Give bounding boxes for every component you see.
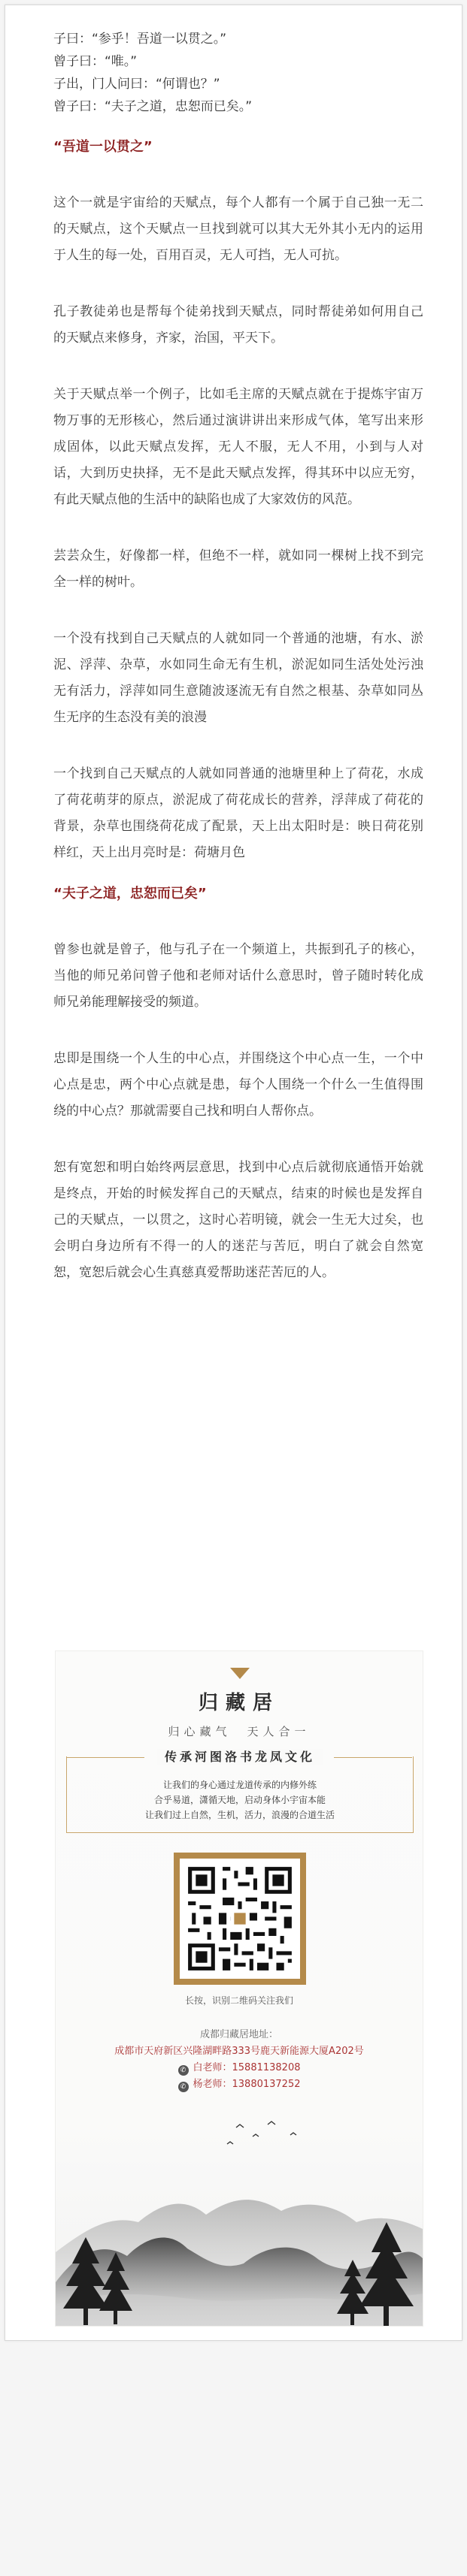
qr-code[interactable] bbox=[174, 1853, 306, 1985]
address-text: 成都市天府新区兴隆湖畔路333号鹿天新能源大厦A202号 bbox=[114, 2046, 364, 2057]
promo-poster bbox=[55, 1650, 423, 2327]
paragraph: 恕有宽恕和明白始终两层意思，找到中心点后就彻底通悟开始就是终点，开始的时候发挥自己的天赋点，结束的时候也是发挥自己的天赋点，一以贯之，这时心若明镜，就会一生无大过矣，也会明白身边所有不得一的人的迷茫与苦厄，明白了就会自然宽恕，宽恕后就会心生真慈真爱帮助迷茫苦厄的人。 bbox=[53, 1160, 423, 1280]
dialog-line: 曾子曰：“唯。” bbox=[53, 54, 138, 69]
intro-line: 让我们的身心通过龙道传承的内修外练 bbox=[162, 1780, 317, 1790]
paragraph: 孔子教徒弟也是帮每个徒弟找到天赋点，同时帮徒弟如何用自己的天赋点来修身，齐家，治国，平天下。 bbox=[53, 304, 423, 346]
intro-text bbox=[66, 1777, 414, 1823]
paragraph: 一个没有找到自己天赋点的人就如同一个普通的池塘，有水、淤泥、浮萍、杂草，水如同生命无有生机，淤泥如同生活处处污浊无有活力，浮萍如同生意随波逐流无有自然之根基、杂草如同丛生无序的生态没有美的浪漫 bbox=[53, 631, 423, 725]
dialog-line: 子出，门人问曰：“何谓也？” bbox=[53, 77, 220, 92]
paragraph: 忠即是围绕一个人生的中心点，并围绕这个中心点一生，一个中心点是忠，两个中心点就是患，每个人围绕一个什么一生值得围绕的中心点？那就需要自己找和明白人帮你点。 bbox=[53, 1051, 423, 1119]
address-label: 成都归藏居地址： bbox=[199, 2029, 278, 2040]
bird-icon bbox=[227, 2122, 296, 2144]
phone-icon: ✆ bbox=[178, 2065, 189, 2076]
dialog-line: 子曰：“参乎！吾道一以贯之。” bbox=[53, 32, 227, 47]
contact-block bbox=[56, 2027, 423, 2093]
paragraph: 曾参也就是曾子，他与孔子在一个频道上，共振到孔子的核心，当他的师兄弟问曾子他和老师对话什么意思时，曾子随时转化成师兄弟能理解接受的频道。 bbox=[53, 942, 423, 1010]
dialog-quote bbox=[53, 28, 423, 118]
article-body bbox=[53, 28, 423, 1286]
paragraph: 这个一就是宇宙给的天赋点，每个人都有一个属于自己独一无二的天赋点，这个天赋点一旦找到就可以其大无外其小无内的运用于人生的每一处，百用百灵，无人可挡，无人可抗。 bbox=[53, 195, 423, 263]
paragraph: 一个找到自己天赋点的人就如同普通的池塘里种上了荷花，水成了荷花萌芽的原点，淤泥成了荷花成长的营养，浮萍成了荷花的背景，杂草也围绕荷花成了配景，天上出太阳时是：映日荷花别样红，天上出月亮时是：荷塘月色 bbox=[53, 766, 423, 860]
intro-title: 传承河图洛书龙凤文化 bbox=[157, 1749, 323, 1765]
paragraph: 关于天赋点举一个例子，比如毛主席的天赋点就在于提炼宇宙万物万事的无形核心，然后通过演讲讲出来形成气体，笔写出来形成固体，以此天赋点发挥，无人不服，无人不用，小到与人对话，大到历史抉择，无不是此天赋点发挥，得其环中以应无穷，有此天赋点他的生活中的缺陷也成了大家效仿的风范。 bbox=[53, 387, 423, 507]
phone-text: 白老师：15881138208 bbox=[193, 2062, 301, 2073]
section-title: “夫子之道，忠恕而已矣” bbox=[53, 886, 207, 901]
ink-landscape-image bbox=[56, 2102, 423, 2327]
phone-text: 杨老师：13880137252 bbox=[193, 2079, 301, 2090]
article-card bbox=[5, 5, 462, 2341]
dialog-line: 曾子曰：“夫子之道，忠恕而已矣。” bbox=[53, 99, 253, 114]
section-title: “吾道一以贯之” bbox=[53, 139, 153, 155]
brand-logo-icon bbox=[230, 1668, 250, 1679]
qr-caption: 长按，识别二维码关注我们 bbox=[184, 1995, 293, 2006]
phone-icon: ✆ bbox=[178, 2082, 189, 2092]
intro-line: 让我们过上自然，生机，活力，浪漫的合道生活 bbox=[144, 1810, 335, 1820]
phone-line[interactable] bbox=[56, 2060, 423, 2076]
brand-slogan: 归心藏气 天人合一 bbox=[168, 1725, 311, 1738]
phone-line[interactable] bbox=[56, 2076, 423, 2093]
brand-name: 归藏居 bbox=[198, 1692, 280, 1714]
intro-line: 合乎易道，潇循天地，启动身体小宇宙本能 bbox=[153, 1795, 326, 1805]
paragraph: 芸芸众生，好像都一样，但绝不一样，就如同一棵树上找不到完全一样的树叶。 bbox=[53, 548, 423, 590]
qr-code-icon[interactable] bbox=[184, 1863, 296, 1974]
